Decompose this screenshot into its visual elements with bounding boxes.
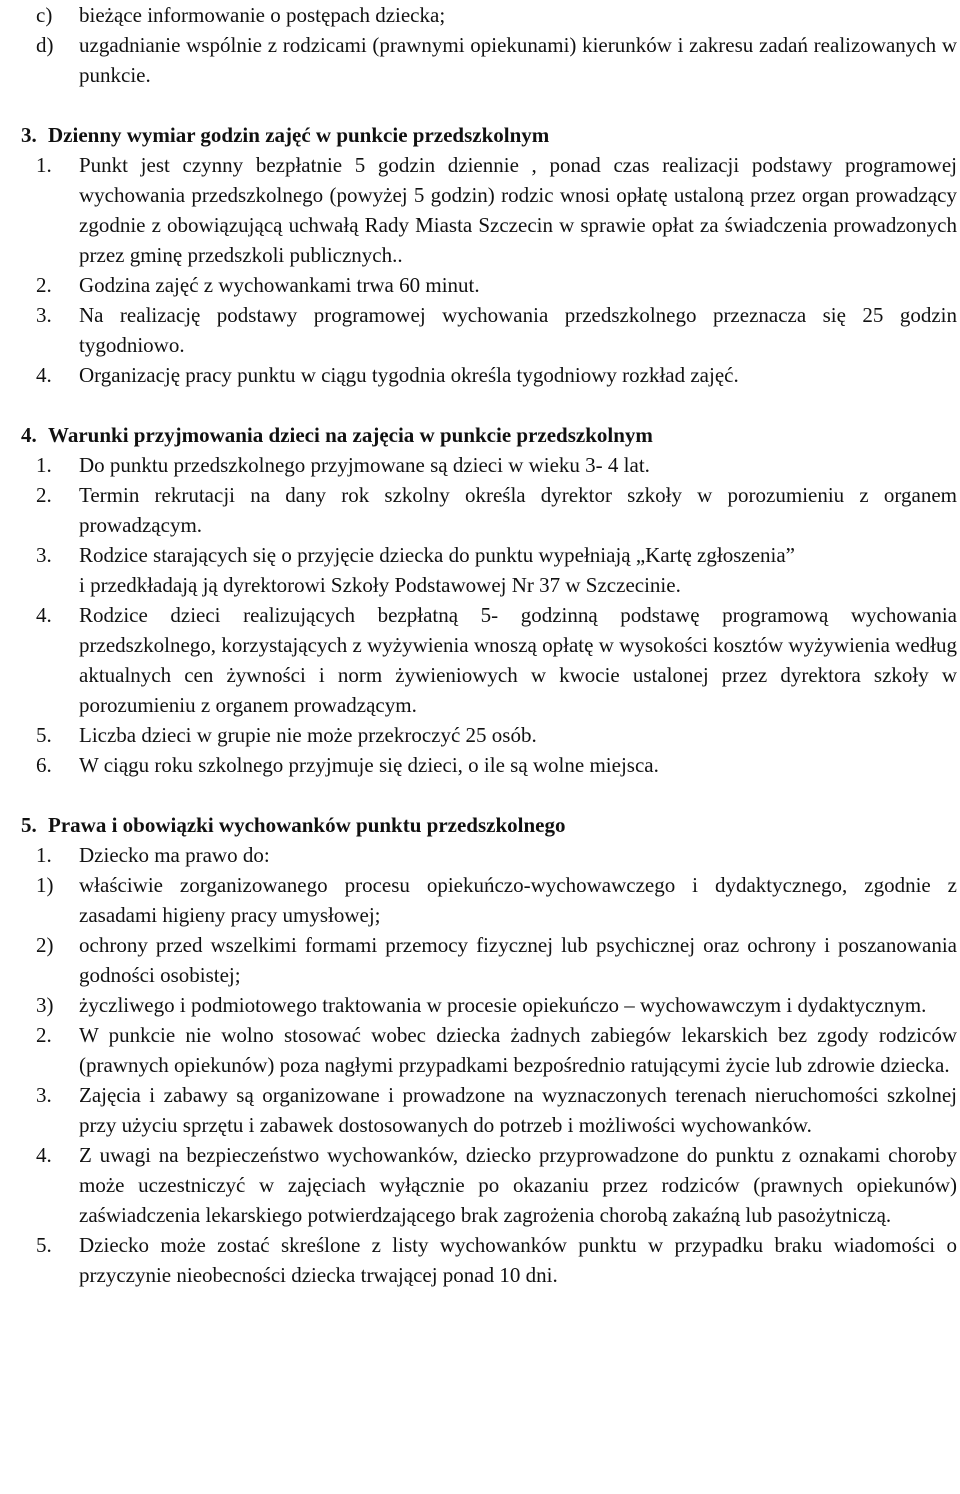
list-marker: 1) xyxy=(36,873,54,897)
list-item-text-continued: i przedkładają ją dyrektorowi Szkoły Podstawowej Nr 37 w Szczecinie. xyxy=(79,573,681,597)
list-marker: 5. xyxy=(36,1233,52,1257)
list-item-text: Na realizację podstawy programowej wychowania przedszkolnego przeznacza się 25 godzin tygodniowo. xyxy=(79,303,957,357)
list-item-text: Liczba dzieci w grupie nie może przekroczyć 25 osób. xyxy=(79,723,537,747)
spacer xyxy=(0,390,960,420)
list-item xyxy=(0,0,957,30)
list-item xyxy=(0,1230,957,1290)
list-item-text: Rodzice starających się o przyjęcie dziecka do punktu wypełniają „Kartę zgłoszenia” xyxy=(79,543,795,567)
section-heading xyxy=(0,420,957,450)
list-item-text: Organizację pracy punktu w ciągu tygodnia określa tygodniowy rozkład zajęć. xyxy=(79,363,739,387)
list-item xyxy=(0,720,957,750)
spacer xyxy=(0,90,960,120)
list-marker: 2. xyxy=(36,1023,52,1047)
list-marker: 3) xyxy=(36,993,54,1017)
list-marker: c) xyxy=(36,3,53,27)
list-marker: 3. xyxy=(36,543,52,567)
section-number: 5. xyxy=(21,813,37,837)
section-title: Prawa i obowiązki wychowanków punktu przedszkolnego xyxy=(48,813,566,837)
section-number: 3. xyxy=(21,123,37,147)
list-marker: 4. xyxy=(36,1143,52,1167)
list-item-text: Zajęcia i zabawy są organizowane i prowadzone na wyznaczonych terenach nieruchomości szkolnej przy użyciu sprzętu i zabawek dostosowanych do potrzeb i możliwości wychowanków. xyxy=(79,1083,957,1137)
list-item-text: Termin rekrutacji na dany rok szkolny określa dyrektor szkoły w porozumieniu z organem prowadzącym. xyxy=(79,483,957,537)
section-title: Warunki przyjmowania dzieci na zajęcia w punkcie przedszkolnym xyxy=(48,423,653,447)
list-item xyxy=(0,300,957,360)
list-item xyxy=(0,270,957,300)
list-item-text: właściwie zorganizowanego procesu opiekuńczo-wychowawczego i dydaktycznego, zgodnie z zasadami higieny pracy umysłowej; xyxy=(79,873,957,927)
list-marker: 2. xyxy=(36,273,52,297)
list-marker: 1. xyxy=(36,843,52,867)
list-item xyxy=(0,150,957,270)
list-item-text: Punkt jest czynny bezpłatnie 5 godzin dziennie , ponad czas realizacji podstawy programowej wychowania przedszkolnego (powyżej 5 godzin) rodzic wnosi opłatę ustaloną przez organ prowadzący zgodnie z obowiązującą uchwałą Rady Miasta Szczecin w sprawie opłat za świadczenia prowadzonych przez gminę przedszkoli publicznych.. xyxy=(79,153,957,267)
list-item xyxy=(0,30,957,90)
rights-item xyxy=(0,930,957,990)
list-item xyxy=(0,1080,957,1140)
section-heading xyxy=(0,120,957,150)
rights-item xyxy=(0,990,957,1020)
list-marker: 6. xyxy=(36,753,52,777)
list-item-text: Dziecko ma prawo do: xyxy=(79,843,270,867)
list-item xyxy=(0,840,957,870)
list-marker: 3. xyxy=(36,1083,52,1107)
list-item xyxy=(0,360,957,390)
list-item xyxy=(0,600,957,720)
section-number: 4. xyxy=(21,423,37,447)
section-heading xyxy=(0,810,957,840)
list-marker: 4. xyxy=(36,603,52,627)
list-item-text: W punkcie nie wolno stosować wobec dziecka żadnych zabiegów lekarskich bez zgody rodziców (prawnych opiekunów) poza nagłymi przypadkami bezpośrednio ratującymi życie lub zdrowie dziecka. xyxy=(79,1023,957,1077)
list-marker: 1. xyxy=(36,453,52,477)
list-item-text: Do punktu przedszkolnego przyjmowane są dzieci w wieku 3- 4 lat. xyxy=(79,453,650,477)
list-item xyxy=(0,1140,957,1230)
list-item-text: Godzina zajęć z wychowankami trwa 60 minut. xyxy=(79,273,480,297)
list-marker: 5. xyxy=(36,723,52,747)
list-marker: d) xyxy=(36,33,54,57)
list-marker: 2) xyxy=(36,933,54,957)
list-item-text: Dziecko może zostać skreślone z listy wychowanków punktu w przypadku braku wiadomości o przyczynie nieobecności dziecka trwającej ponad 10 dni. xyxy=(79,1233,957,1287)
list-item-text: uzgadnianie wspólnie z rodzicami (prawnymi opiekunami) kierunków i zakresu zadań realizowanych w punkcie. xyxy=(79,33,957,87)
section-title: Dzienny wymiar godzin zajęć w punkcie przedszkolnym xyxy=(48,123,550,147)
rights-item xyxy=(0,870,957,930)
spacer xyxy=(0,780,960,810)
list-item-text: życzliwego i podmiotowego traktowania w procesie opiekuńczo – wychowawczym i dydaktycznym. xyxy=(79,993,927,1017)
list-marker: 1. xyxy=(36,153,52,177)
list-item xyxy=(0,540,957,600)
list-item xyxy=(0,750,957,780)
list-item-text: Rodzice dzieci realizujących bezpłatną 5- godzinną podstawę programową wychowania przedszkolnego, korzystających z wyżywienia wnoszą opłatę w wysokości kosztów wyżywienia według aktualnych cen żywności i norm żywieniowych w kwocie ustalonej przez dyrektora szkoły w porozumieniu z organem prowadzącym. xyxy=(79,603,957,717)
list-item xyxy=(0,1020,957,1080)
list-item-text: W ciągu roku szkolnego przyjmuje się dzieci, o ile są wolne miejsca. xyxy=(79,753,659,777)
list-item xyxy=(0,450,957,480)
list-marker: 2. xyxy=(36,483,52,507)
list-item-text: ochrony przed wszelkimi formami przemocy fizycznej lub psychicznej oraz ochrony i poszanowania godności osobistej; xyxy=(79,933,957,987)
list-item-text: bieżące informowanie o postępach dziecka; xyxy=(79,3,446,27)
list-item-text: Z uwagi na bezpieczeństwo wychowanków, dziecko przyprowadzone do punktu z oznakami choroby może uczestniczyć w zajęciach wyłącznie po okazaniu przez rodziców (prawnych opiekunów) zaświadczenia lekarskiego potwierdzającego brak zagrożenia chorobą zakaźną lub pasożytniczą. xyxy=(79,1143,957,1227)
list-marker: 3. xyxy=(36,303,52,327)
list-item xyxy=(0,480,957,540)
list-marker: 4. xyxy=(36,363,52,387)
